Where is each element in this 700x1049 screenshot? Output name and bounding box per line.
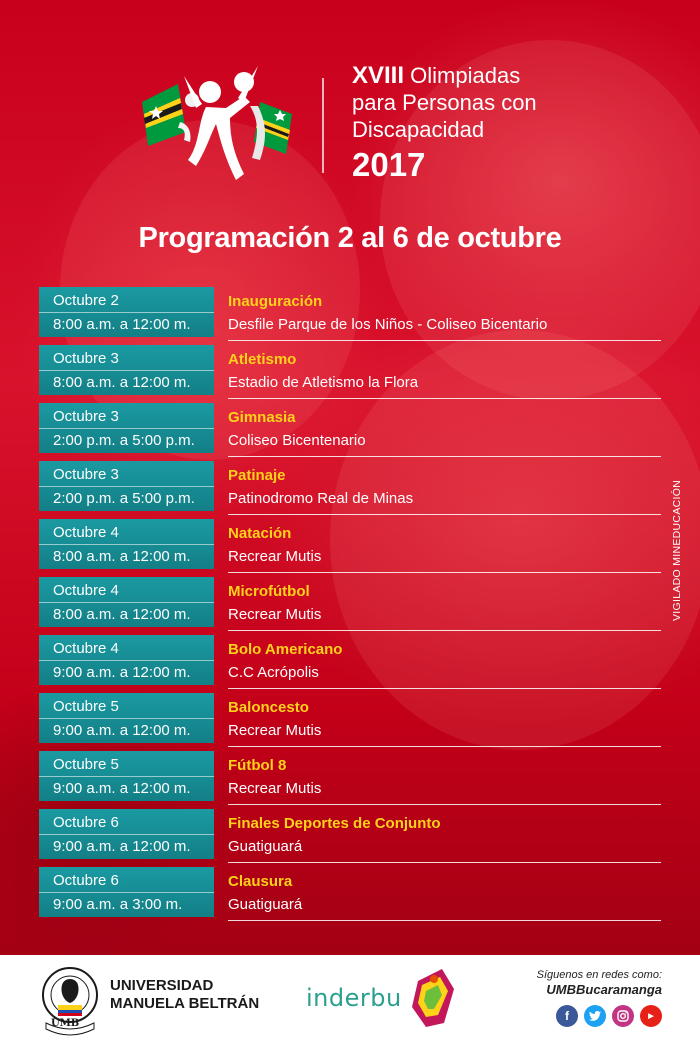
schedule-time: 8:00 a.m. a 12:00 m. [53,316,191,333]
date-box [39,519,214,569]
date-box-divider [39,660,214,661]
schedule-date: Octubre 3 [53,350,119,367]
event-name: Gimnasia [228,409,296,426]
event-info [228,292,547,334]
schedule-date: Octubre 5 [53,756,119,773]
event-title-line1 [352,62,537,89]
event-place: Guatiguará [228,896,303,913]
schedule-time: 8:00 a.m. a 12:00 m. [53,374,191,391]
date-box [39,287,214,337]
schedule-time: 8:00 a.m. a 12:00 m. [53,606,191,623]
date-box-divider [39,892,214,893]
umb-name-line1: UNIVERSIDAD [110,977,214,994]
row-divider [228,514,661,515]
schedule-date: Octubre 4 [53,582,119,599]
edition-number: XVIII [352,62,405,89]
event-name: Atletismo [228,351,297,368]
event-title-line3: Discapacidad [352,117,485,142]
event-name: Fútbol 8 [228,757,287,774]
schedule-time: 2:00 p.m. a 5:00 p.m. [53,432,195,449]
umb-name [110,977,259,1013]
date-box-divider [39,834,214,835]
schedule-date: Octubre 6 [53,872,119,889]
twitter-icon[interactable] [584,1005,606,1027]
event-info [228,524,321,566]
event-name: Inauguración [228,293,323,310]
event-name: Natación [228,525,292,542]
event-place: Recrear Mutis [228,606,322,623]
row-divider [228,746,661,747]
umb-seal-text: UMB [51,1018,80,1029]
schedule-date: Octubre 4 [53,524,119,541]
date-box-divider [39,486,214,487]
schedule-time: 9:00 a.m. a 3:00 m. [53,896,183,913]
title-olimpiadas: Olimpiadas [410,63,521,88]
event-info [228,640,342,682]
date-box [39,403,214,453]
date-box [39,751,214,801]
event-place: Estadio de Atletismo la Flora [228,374,419,391]
event-year: 2017 [352,146,426,183]
row-divider [228,862,661,863]
event-info [228,872,302,914]
event-place: Patinodromo Real de Minas [228,490,414,507]
schedule-time: 9:00 a.m. a 12:00 m. [53,838,191,855]
date-box [39,635,214,685]
date-box-divider [39,602,214,603]
inderbu-logo [300,967,460,1037]
event-place: Recrear Mutis [228,722,322,739]
date-box [39,809,214,859]
date-box [39,577,214,627]
row-divider [228,456,661,457]
umb-name-line2: MANUELA BELTRÁN [110,995,260,1012]
row-divider [228,688,661,689]
social-caption: Síguenos en redes como: [536,969,662,981]
event-info [228,582,321,624]
event-info [228,756,321,798]
date-box-divider [39,370,214,371]
event-place: Desfile Parque de los Niños - Coliseo Bicentario [228,316,548,333]
event-name: Bolo Americano [228,641,343,658]
date-box-divider [39,544,214,545]
date-box [39,693,214,743]
event-place: Guatiguará [228,838,303,855]
date-box [39,345,214,395]
youtube-icon[interactable]: ▶ [640,1005,662,1027]
schedule-time: 9:00 a.m. a 12:00 m. [53,722,191,739]
schedule-date: Octubre 6 [53,814,119,831]
footer [0,955,700,1049]
schedule-time: 9:00 a.m. a 12:00 m. [53,664,191,681]
schedule-row [39,403,661,461]
event-title-line2: para Personas con [352,90,537,115]
date-box [39,867,214,917]
event-place: Recrear Mutis [228,548,322,565]
date-box-divider [39,718,214,719]
date-box [39,461,214,511]
event-name: Patinaje [228,467,286,484]
row-divider [228,572,661,573]
event-place: Coliseo Bicentenario [228,432,366,449]
row-divider [228,340,661,341]
inderbu-emblem [408,967,456,1029]
event-info [228,814,441,856]
schedule-date: Octubre 4 [53,640,119,657]
row-divider [228,630,661,631]
social-icons [537,1005,662,1027]
event-name: Finales Deportes de Conjunto [228,815,441,832]
event-title [352,62,537,185]
schedule-row [39,461,661,519]
row-divider [228,920,661,921]
facebook-icon[interactable]: f [556,1005,578,1027]
schedule-row [39,693,661,751]
social-handle[interactable]: UMBBucaramanga [546,982,662,997]
schedule-date: Octubre 5 [53,698,119,715]
vigilado-label: VIGILADO MINEDUCACIÓN [671,479,683,621]
schedule-row [39,751,661,809]
program-title: Programación 2 al 6 de octubre [138,222,562,254]
olympics-logo [140,62,300,187]
schedule-row [39,519,661,577]
event-name: Clausura [228,873,293,890]
event-info [228,350,418,392]
header-divider [322,78,324,173]
schedule-row [39,635,661,693]
schedule-date: Octubre 3 [53,408,119,425]
date-box-divider [39,776,214,777]
schedule-row [39,867,661,925]
schedule-row [39,287,661,345]
schedule-list [39,287,661,925]
row-divider [228,398,661,399]
schedule-date: Octubre 2 [53,292,119,309]
event-info [228,466,413,508]
date-box-divider [39,312,214,313]
event-place: C.C Acrópolis [228,664,319,681]
event-place: Recrear Mutis [228,780,322,797]
row-divider [228,804,661,805]
schedule-row [39,345,661,403]
schedule-row [39,577,661,635]
event-info [228,408,366,450]
event-name: Microfútbol [228,583,310,600]
event-info [228,698,321,740]
event-name: Baloncesto [228,699,309,716]
schedule-time: 9:00 a.m. a 12:00 m. [53,780,191,797]
schedule-time: 2:00 p.m. a 5:00 p.m. [53,490,195,507]
instagram-icon[interactable] [612,1005,634,1027]
social-section [537,969,662,1027]
schedule-date: Octubre 3 [53,466,119,483]
schedule-row [39,809,661,867]
inderbu-wordmark: inderbu [306,984,402,1012]
date-box-divider [39,428,214,429]
schedule-time: 8:00 a.m. a 12:00 m. [53,548,191,565]
